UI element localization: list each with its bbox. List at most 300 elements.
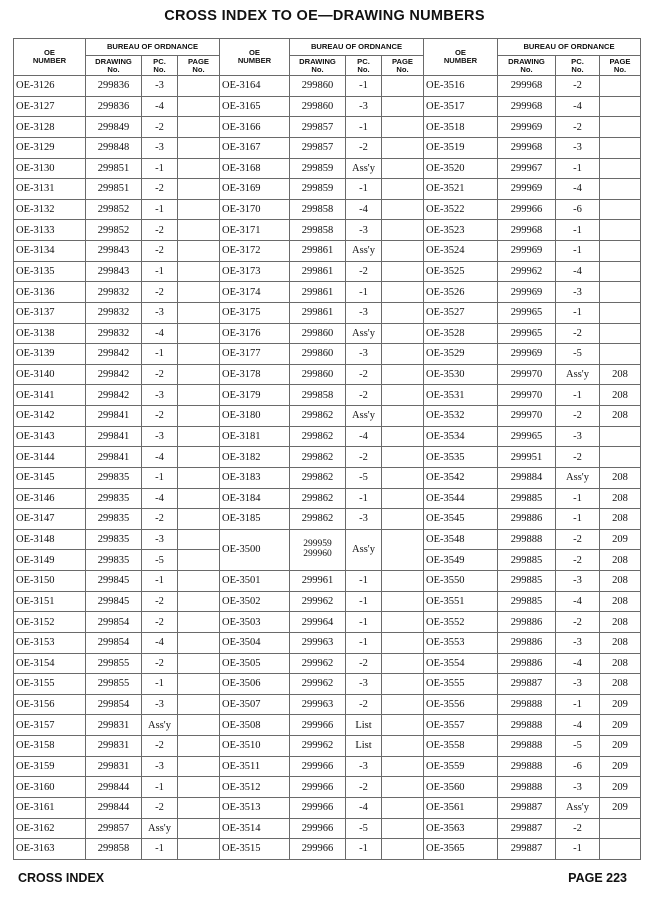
page-number-cell [382, 447, 424, 468]
drawing-number-cell: 299860 [290, 364, 346, 385]
table-row [220, 137, 424, 158]
pc-number-cell: Ass'y [142, 818, 178, 839]
table-row [14, 777, 220, 798]
drawing-number-cell: 299858 [290, 199, 346, 220]
pc-number-cell: -2 [142, 282, 178, 303]
table-row [220, 467, 424, 488]
table-row [424, 137, 641, 158]
table-row [14, 612, 220, 633]
drawing-number-cell: 299858 [86, 839, 142, 860]
drawing-number-cell: 299862 [290, 447, 346, 468]
pc-number-cell: -3 [142, 756, 178, 777]
drawing-number-cell: 299966 [498, 199, 556, 220]
drawing-number-cell: 299964 [290, 612, 346, 633]
drawing-number-cell: 299849 [86, 117, 142, 138]
oe-number-cell: OE-3563 [424, 818, 498, 839]
oe-number-cell: OE-3144 [14, 447, 86, 468]
oe-number-cell: OE-3176 [220, 323, 290, 344]
oe-number-cell: OE-3158 [14, 736, 86, 757]
drawing-number-cell: 299885 [498, 488, 556, 509]
footer-page-number: PAGE 223 [568, 871, 627, 885]
drawing-number-cell: 299835 [86, 488, 142, 509]
table-row [14, 632, 220, 653]
table-row [424, 179, 641, 200]
table-row [424, 199, 641, 220]
table-row [424, 612, 641, 633]
page-number-cell [178, 199, 220, 220]
page-number-cell [178, 653, 220, 674]
table-row [14, 158, 220, 179]
table-row [14, 591, 220, 612]
table-row [14, 839, 220, 860]
page-number-cell [600, 117, 641, 138]
pc-number-cell: -1 [346, 591, 382, 612]
drawing-number-cell: 299969 [498, 117, 556, 138]
table-row [424, 385, 641, 406]
oe-number-cell: OE-3130 [14, 158, 86, 179]
page-title: CROSS INDEX TO OE—DRAWING NUMBERS [164, 8, 485, 24]
page-number-cell: 208 [600, 488, 641, 509]
drawing-number-cell: 299966 [290, 797, 346, 818]
index-table [13, 38, 220, 860]
pc-number-cell: Ass'y [346, 529, 382, 570]
drawing-number-cell: 299888 [498, 736, 556, 757]
page-number-cell: 208 [600, 467, 641, 488]
page-number-cell [382, 282, 424, 303]
pc-number-cell: -2 [556, 323, 600, 344]
table-row [220, 158, 424, 179]
page-number-cell [382, 76, 424, 97]
oe-number-cell: OE-3152 [14, 612, 86, 633]
drawing-number-cell: 299855 [86, 674, 142, 695]
oe-number-cell: OE-3181 [220, 426, 290, 447]
oe-number-cell: OE-3153 [14, 632, 86, 653]
table-row [424, 736, 641, 757]
drawing-number-cell: 299888 [498, 756, 556, 777]
pc-number-cell: -4 [142, 632, 178, 653]
oe-number-cell: OE-3141 [14, 385, 86, 406]
drawing-number-cell: 299862 [290, 509, 346, 530]
drawing-number-cell: 299968 [498, 220, 556, 241]
drawing-no-header: DRAWING No. [290, 56, 346, 76]
page-number-cell [382, 96, 424, 117]
drawing-number-cell: 299841 [86, 447, 142, 468]
pc-number-cell: Ass'y [346, 241, 382, 262]
table-row [424, 509, 641, 530]
page-number-cell [382, 818, 424, 839]
page-number-cell [600, 839, 641, 860]
oe-number-cell: OE-3549 [424, 550, 498, 571]
pc-number-cell: -3 [556, 426, 600, 447]
pc-number-cell: -5 [346, 467, 382, 488]
drawing-number-cell: 299969 [498, 179, 556, 200]
drawing-number-cell: 299888 [498, 529, 556, 550]
oe-number-cell: OE-3507 [220, 694, 290, 715]
pc-number-cell: List [346, 736, 382, 757]
pc-number-cell: -1 [556, 488, 600, 509]
drawing-number-cell: 299884 [498, 467, 556, 488]
table-row [424, 158, 641, 179]
drawing-number-cell: 299969 [498, 344, 556, 365]
oe-number-cell: OE-3151 [14, 591, 86, 612]
oe-number-cell: OE-3164 [220, 76, 290, 97]
table-row [14, 529, 220, 550]
table-row [14, 467, 220, 488]
oe-number-cell: OE-3565 [424, 839, 498, 860]
pc-number-cell: -3 [346, 756, 382, 777]
drawing-number-cell: 299966 [290, 715, 346, 736]
drawing-number-cell: 299887 [498, 839, 556, 860]
pc-number-cell: -2 [142, 364, 178, 385]
oe-number-cell: OE-3138 [14, 323, 86, 344]
oe-number-cell: OE-3154 [14, 653, 86, 674]
oe-number-cell: OE-3504 [220, 632, 290, 653]
drawing-number-cell: 299886 [498, 612, 556, 633]
drawing-number-cell: 299887 [498, 797, 556, 818]
page-no-header: PAGE No. [178, 56, 220, 76]
page-number-cell [382, 426, 424, 447]
table-row [220, 571, 424, 592]
page-number-cell: 208 [600, 364, 641, 385]
oe-number-cell: OE-3165 [220, 96, 290, 117]
pc-number-cell: -2 [142, 591, 178, 612]
pc-number-cell: List [346, 715, 382, 736]
drawing-number-cell: 299888 [498, 777, 556, 798]
page-number-cell [178, 76, 220, 97]
pc-number-cell: -1 [142, 777, 178, 798]
page-number-cell [600, 76, 641, 97]
drawing-number-cell: 299885 [498, 571, 556, 592]
table-row [14, 488, 220, 509]
oe-number-cell: OE-3511 [220, 756, 290, 777]
oe-number-cell: OE-3516 [424, 76, 498, 97]
pc-number-cell: -3 [346, 302, 382, 323]
page-number-cell: 208 [600, 591, 641, 612]
page-number-cell [600, 158, 641, 179]
table-row [220, 241, 424, 262]
table-row [220, 715, 424, 736]
page-number-cell [178, 715, 220, 736]
page-number-cell [178, 364, 220, 385]
page-number-cell: 208 [600, 550, 641, 571]
table-row [424, 220, 641, 241]
table-row [424, 117, 641, 138]
oe-number-cell: OE-3184 [220, 488, 290, 509]
pc-number-cell: -4 [556, 653, 600, 674]
pc-number-cell: -3 [142, 385, 178, 406]
pc-number-cell: -1 [556, 694, 600, 715]
table-row [14, 385, 220, 406]
oe-number-cell: OE-3503 [220, 612, 290, 633]
page-number-cell [600, 96, 641, 117]
page-no-header: PAGE No. [382, 56, 424, 76]
pc-number-cell: -4 [142, 323, 178, 344]
oe-number-cell: OE-3133 [14, 220, 86, 241]
page-number-cell [382, 344, 424, 365]
drawing-number-cell: 299861 [290, 302, 346, 323]
oe-number-cell: OE-3534 [424, 426, 498, 447]
table-row [424, 406, 641, 427]
table-row [220, 426, 424, 447]
pc-number-cell: -5 [346, 818, 382, 839]
drawing-number-cell: 299832 [86, 302, 142, 323]
pc-number-cell: -1 [346, 488, 382, 509]
page-number-cell [382, 199, 424, 220]
drawing-number-cell: 299860 [290, 344, 346, 365]
pc-number-cell: -4 [556, 591, 600, 612]
pc-number-cell: -2 [142, 220, 178, 241]
pc-number-cell: -6 [556, 756, 600, 777]
page-number-cell [382, 736, 424, 757]
page-number-cell [600, 344, 641, 365]
drawing-number-cell: 299886 [498, 653, 556, 674]
page-number-cell [382, 179, 424, 200]
table-row [220, 364, 424, 385]
oe-number-cell: OE-3553 [424, 632, 498, 653]
drawing-number-cell: 299835 [86, 550, 142, 571]
pc-number-cell: -3 [346, 674, 382, 695]
drawing-number-cell: 299970 [498, 385, 556, 406]
drawing-number-cell: 299966 [290, 756, 346, 777]
page-number-cell [178, 467, 220, 488]
pc-number-cell: -2 [142, 241, 178, 262]
oe-number-cell: OE-3530 [424, 364, 498, 385]
table-row [424, 632, 641, 653]
table-row [14, 715, 220, 736]
table-row [220, 797, 424, 818]
pc-number-cell: -3 [346, 220, 382, 241]
pc-number-cell: -2 [556, 818, 600, 839]
table-row [14, 653, 220, 674]
table-row [220, 385, 424, 406]
pc-number-cell: -4 [142, 447, 178, 468]
page-number-cell [178, 179, 220, 200]
oe-number-cell: OE-3528 [424, 323, 498, 344]
page-number-cell [178, 756, 220, 777]
page-number-cell [600, 323, 641, 344]
page-number-cell: 209 [600, 756, 641, 777]
drawing-number-cell: 299862 [290, 488, 346, 509]
drawing-number-cell: 299862 [290, 426, 346, 447]
table-row [220, 199, 424, 220]
drawing-number-cell: 299968 [498, 76, 556, 97]
oe-number-cell: OE-3155 [14, 674, 86, 695]
drawing-number-cell: 299836 [86, 96, 142, 117]
table-row [220, 839, 424, 860]
pc-number-cell: -4 [346, 797, 382, 818]
table-row [14, 694, 220, 715]
pc-number-cell: -2 [346, 653, 382, 674]
table-row [220, 488, 424, 509]
pc-number-cell: Ass'y [346, 323, 382, 344]
drawing-number-cell: 299951 [498, 447, 556, 468]
table-row [14, 282, 220, 303]
drawing-number-cell: 299844 [86, 777, 142, 798]
pc-number-cell: -2 [556, 76, 600, 97]
pc-number-cell: -1 [142, 199, 178, 220]
drawing-number-cell: 299832 [86, 282, 142, 303]
drawing-number-cell: 299854 [86, 632, 142, 653]
table-row [424, 550, 641, 571]
table-row [14, 137, 220, 158]
page-number-cell [178, 694, 220, 715]
pc-no-header: PC. No. [556, 56, 600, 76]
drawing-number-cell: 299854 [86, 612, 142, 633]
oe-number-cell: OE-3506 [220, 674, 290, 695]
oe-number-cell: OE-3545 [424, 509, 498, 530]
oe-number-cell: OE-3520 [424, 158, 498, 179]
oe-number-cell: OE-3142 [14, 406, 86, 427]
oe-number-cell: OE-3521 [424, 179, 498, 200]
table-row [14, 364, 220, 385]
oe-number-header: OE NUMBER [220, 39, 290, 76]
oe-number-cell: OE-3136 [14, 282, 86, 303]
pc-number-cell: -1 [346, 632, 382, 653]
pc-number-cell: -1 [556, 158, 600, 179]
table-row [14, 818, 220, 839]
oe-number-cell: OE-3552 [424, 612, 498, 633]
page-number-cell [600, 447, 641, 468]
table-row [220, 302, 424, 323]
table-row [220, 777, 424, 798]
page-number-cell [382, 571, 424, 592]
oe-number-cell: OE-3178 [220, 364, 290, 385]
drawing-number-cell: 299966 [290, 777, 346, 798]
page-number-cell: 208 [600, 571, 641, 592]
table-row [220, 756, 424, 777]
oe-number-cell: OE-3162 [14, 818, 86, 839]
pc-number-cell: -1 [142, 158, 178, 179]
oe-number-cell: OE-3555 [424, 674, 498, 695]
table-row [14, 179, 220, 200]
pc-number-cell: -1 [556, 302, 600, 323]
pc-number-cell: -3 [142, 426, 178, 447]
drawing-number-cell: 299888 [498, 694, 556, 715]
oe-number-cell: OE-3147 [14, 509, 86, 530]
table-row [424, 591, 641, 612]
table-row [14, 96, 220, 117]
oe-number-cell: OE-3145 [14, 467, 86, 488]
drawing-number-cell: 299861 [290, 241, 346, 262]
pc-number-cell: -3 [142, 302, 178, 323]
drawing-number-cell: 299859 [290, 158, 346, 179]
pc-number-cell: -4 [346, 199, 382, 220]
index-table [219, 38, 424, 860]
oe-number-cell: OE-3526 [424, 282, 498, 303]
page-number-cell [382, 158, 424, 179]
oe-number-cell: OE-3148 [14, 529, 86, 550]
drawing-number-cell: 299851 [86, 179, 142, 200]
table-row [220, 612, 424, 633]
pc-number-cell: -1 [346, 179, 382, 200]
pc-number-cell: -3 [142, 137, 178, 158]
pc-number-cell: -2 [142, 179, 178, 200]
oe-number-cell: OE-3139 [14, 344, 86, 365]
drawing-number-cell: 299848 [86, 137, 142, 158]
table-row [220, 694, 424, 715]
table-row [14, 199, 220, 220]
drawing-number-cell: 299961 [290, 571, 346, 592]
table-row [14, 261, 220, 282]
oe-number-cell: OE-3558 [424, 736, 498, 757]
oe-number-cell: OE-3149 [14, 550, 86, 571]
table-row [14, 674, 220, 695]
pc-number-cell: -4 [556, 96, 600, 117]
pc-number-cell: -2 [346, 137, 382, 158]
oe-number-cell: OE-3137 [14, 302, 86, 323]
page-number-cell [178, 509, 220, 530]
drawing-number-cell: 299963 [290, 632, 346, 653]
bureau-of-ordnance-header: BUREAU OF ORDNANCE [86, 39, 220, 56]
page-number-cell [178, 96, 220, 117]
oe-number-cell: OE-3175 [220, 302, 290, 323]
page-number-cell [178, 632, 220, 653]
drawing-number-cell: 299965 [498, 426, 556, 447]
oe-number-cell: OE-3554 [424, 653, 498, 674]
page-number-cell [382, 406, 424, 427]
pc-number-cell: -2 [346, 777, 382, 798]
pc-no-header: PC. No. [142, 56, 178, 76]
footer-section-label: CROSS INDEX [18, 871, 105, 885]
pc-number-cell: -1 [142, 467, 178, 488]
page-number-cell [178, 158, 220, 179]
oe-number-cell: OE-3177 [220, 344, 290, 365]
oe-number-cell: OE-3166 [220, 117, 290, 138]
page-number-cell [178, 385, 220, 406]
pc-number-cell: -2 [556, 406, 600, 427]
page-number-cell [382, 509, 424, 530]
page-number-cell [600, 261, 641, 282]
table-row [220, 818, 424, 839]
table-row [220, 220, 424, 241]
drawing-number-cell: 299887 [498, 818, 556, 839]
pc-number-cell: -2 [142, 612, 178, 633]
oe-number-cell: OE-3535 [424, 447, 498, 468]
pc-number-cell: -2 [142, 509, 178, 530]
page-number-cell [382, 694, 424, 715]
page-number-cell [178, 406, 220, 427]
page-number-cell [382, 632, 424, 653]
drawing-number-cell: 299852 [86, 220, 142, 241]
page-number-cell [600, 137, 641, 158]
page-number-cell [382, 674, 424, 695]
drawing-number-cell: 299842 [86, 344, 142, 365]
oe-number-cell: OE-3510 [220, 736, 290, 757]
pc-number-cell: -3 [556, 674, 600, 695]
drawing-number-cell: 299831 [86, 736, 142, 757]
pc-number-cell: -1 [346, 76, 382, 97]
page-number-cell [178, 447, 220, 468]
drawing-number-cell: 299886 [498, 632, 556, 653]
oe-number-cell: OE-3131 [14, 179, 86, 200]
drawing-number-cell: 299887 [498, 674, 556, 695]
table-row [220, 76, 424, 97]
pc-number-cell: -2 [346, 385, 382, 406]
pc-number-cell: -1 [346, 571, 382, 592]
index-panel-3 [423, 38, 640, 859]
pc-number-cell: -2 [556, 117, 600, 138]
page-number-cell [382, 839, 424, 860]
table-row [14, 406, 220, 427]
page-number-cell [600, 179, 641, 200]
pc-number-cell: -3 [346, 509, 382, 530]
pc-number-cell: -3 [142, 694, 178, 715]
table-row [424, 364, 641, 385]
drawing-number-cell: 299841 [86, 406, 142, 427]
pc-number-cell: Ass'y [556, 797, 600, 818]
drawing-number-cell: 299970 [498, 364, 556, 385]
oe-number-cell: OE-3542 [424, 467, 498, 488]
